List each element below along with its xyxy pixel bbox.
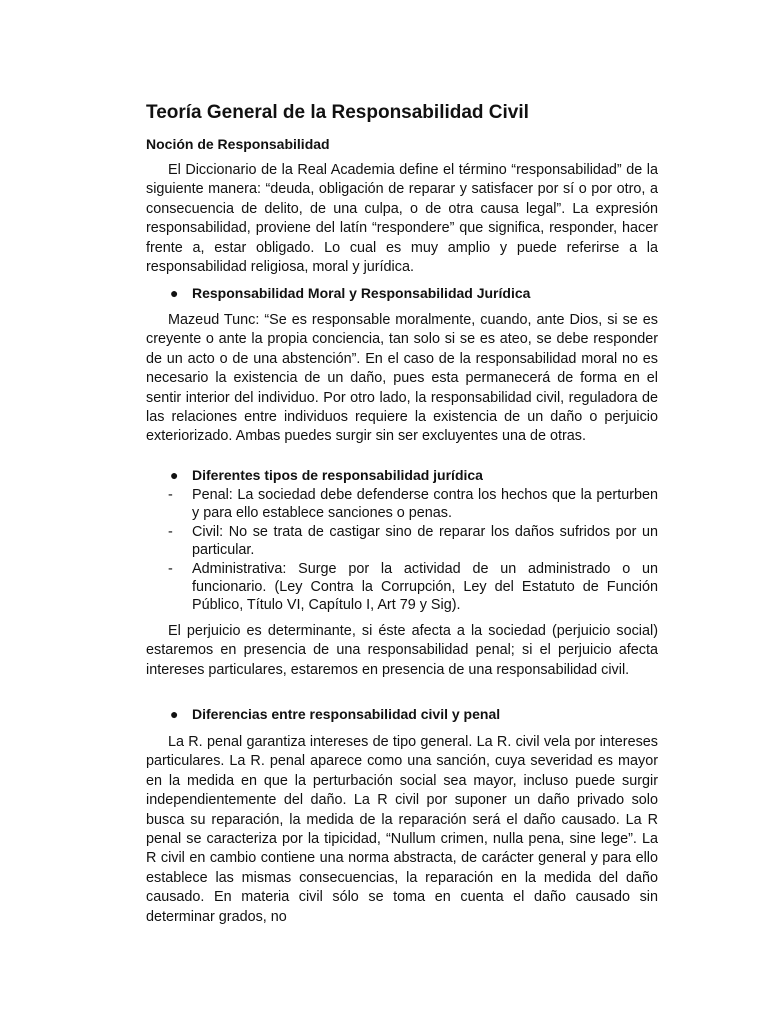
bullet-heading-differences	[170, 706, 660, 722]
list-item-text: Civil: No se trata de castigar sino de reparar los daños sufridos por un particular.	[192, 523, 658, 559]
document-title: Teoría General de la Responsabilidad Civil	[146, 102, 529, 123]
section-heading: Noción de Responsabilidad	[146, 136, 330, 152]
bullet-heading-moral	[170, 285, 660, 301]
dash-icon: -	[168, 487, 173, 503]
paragraph-definition: El Diccionario de la Real Academia define el término “responsabilidad” de la siguiente manera: “deuda, obligación de reparar y satisfacer por sí o por otro, a consecuencia de delito, de una culpa, o de otra causa legal”. La expresión responsabilidad, proviene del latín “respondere” que significa, responder, hacer frente a, estar obligado. Lo cual es muy amplio y puede referirse a la responsabilidad religiosa, moral y jurídica.	[146, 162, 658, 276]
paragraph-perjuicio: El perjuicio es determinante, si éste afecta a la sociedad (perjuicio social) estaremos en presencia de una responsabilidad penal; si el perjuicio afecta intereses particulares, estaremos en presencia de una responsabilidad civil.	[146, 623, 658, 678]
dash-icon: -	[168, 560, 173, 577]
dash-icon: -	[168, 523, 173, 540]
list-item	[168, 486, 658, 523]
list-item	[168, 560, 658, 615]
bullet-heading-label: Responsabilidad Moral y Responsabilidad Jurídica	[192, 285, 531, 301]
bullet-heading-label: Diferentes tipos de responsabilidad jurídica	[192, 467, 483, 483]
list-item-text: Penal: La sociedad debe defenderse contra los hechos que la perturben y para ello establece sanciones o penas.	[192, 487, 658, 522]
bullet-heading-label: Diferencias entre responsabilidad civil y penal	[192, 706, 501, 722]
paragraph-moral: Mazeud Tunc: “Se es responsable moralmente, cuando, ante Dios, si se es creyente o ante la propia conciencia, tan solo si se es ateo, se debe responder de un acto o de una abstención”. En el caso de la responsabilidad moral no es necesario la existencia de un daño, pues esta permanecerá de forma en el sentir interior del individuo. Por otro lado, la responsabilidad civil, reguladora de las relaciones entre individuos requiere la existencia de un daño o perjuicio exteriorizado. Ambas puedes surgir sin ser excluyentes una de otras.	[146, 312, 658, 445]
responsibility-types-list	[168, 486, 658, 615]
list-item	[168, 523, 658, 560]
bullet-heading-types	[170, 467, 660, 483]
paragraph-differences: La R. penal garantiza intereses de tipo general. La R. civil vela por intereses particulares. La R. penal aparece como una sanción, cuya severidad es mayor en la medida en que la perturbación social sea mayor, incluso puede surgir independientemente del daño. La R civil por suponer un daño privado solo busca su reparación, la medida de la reparación será el daño causado. La R penal se caracteriza por la tipicidad, “Nullum crimen, nulla pena, sine lege”. La R civil en cambio contiene una norma abstracta, de carácter general y para ello establece las mismas consecuencias, la reparación en la medida del daño causado. En materia civil sólo se toma en cuenta el daño causado sin determinar grados, no	[146, 734, 658, 925]
bullet-icon: ●	[170, 467, 179, 483]
bullet-icon: ●	[170, 706, 179, 722]
list-item-text: Administrativa: Surge por la actividad de un administrado o un funcionario. (Ley Contra la Corrupción, Ley del Estatuto de Función Público, Título VI, Capítulo I, Art 79 y Sig).	[192, 560, 658, 614]
bullet-icon: ●	[170, 285, 179, 301]
